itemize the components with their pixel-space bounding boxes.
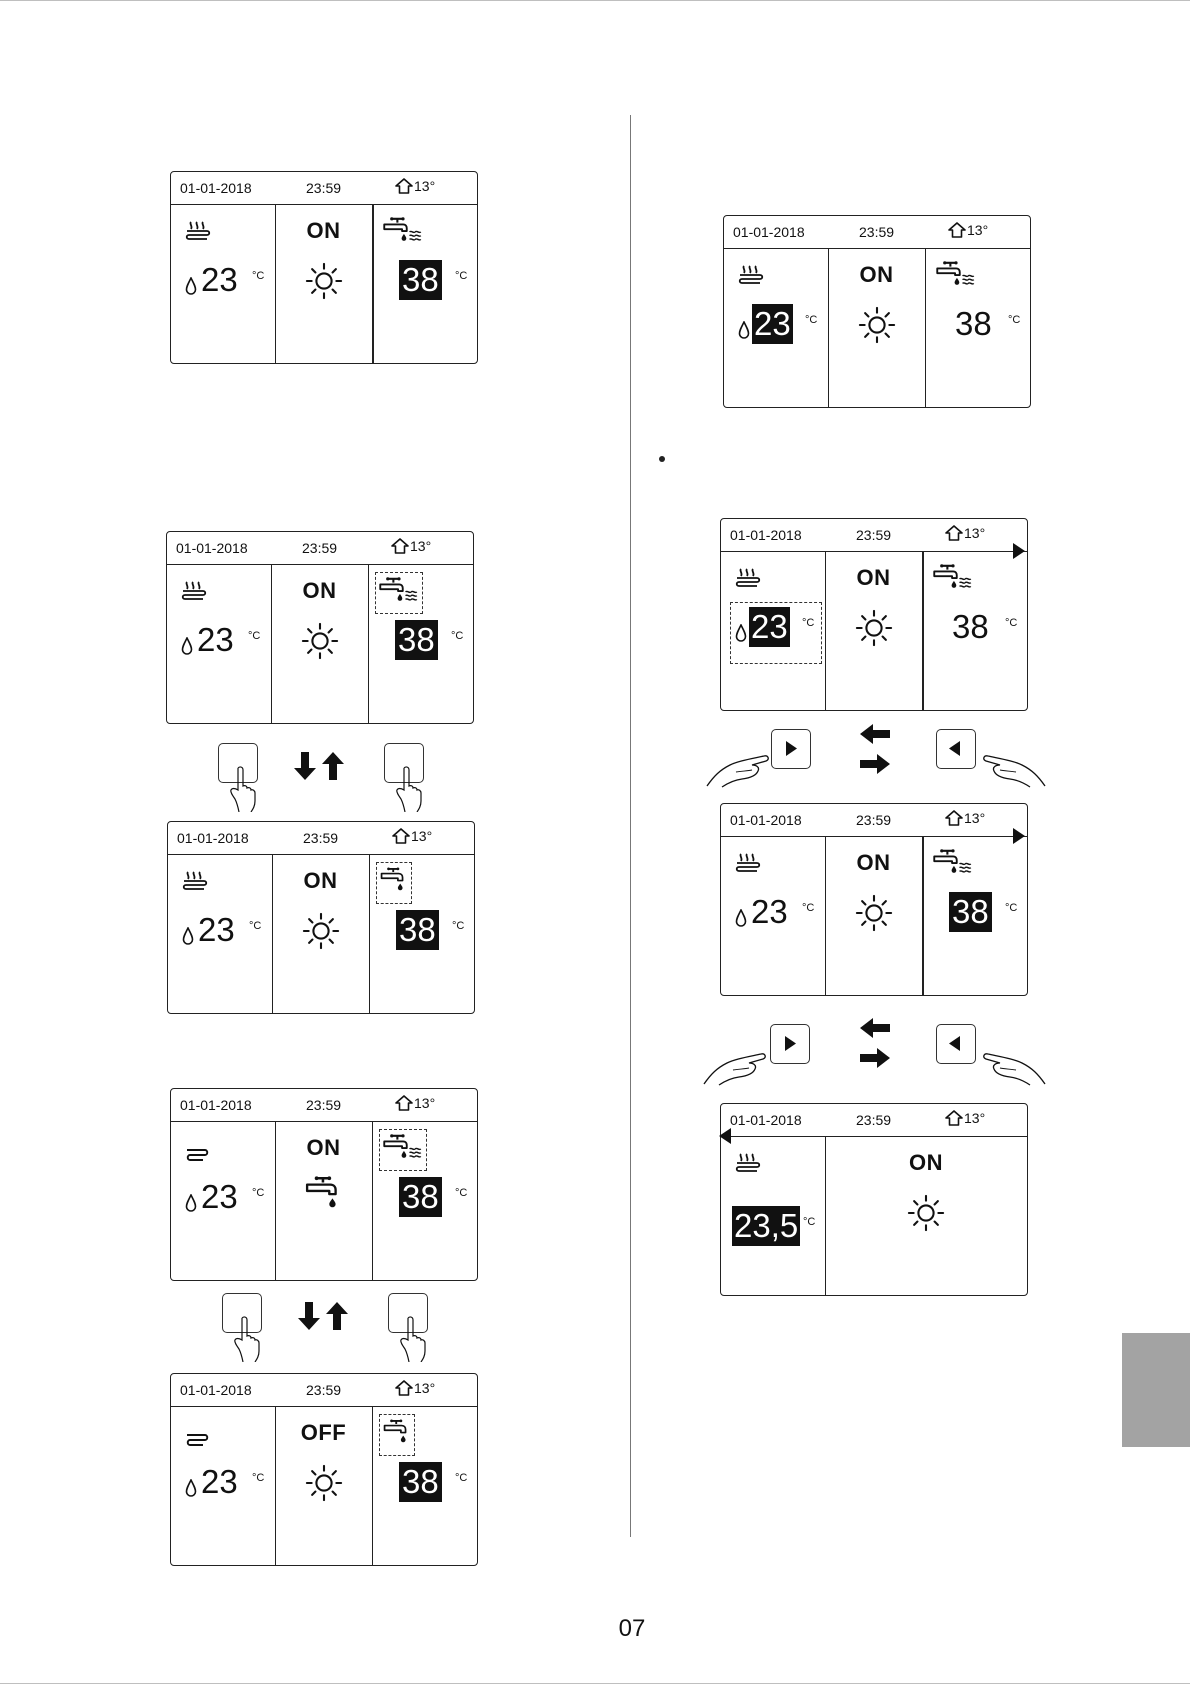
outdoor-temp-value: 13° [964,1110,986,1126]
drop-icon [738,321,750,339]
tank-temp: 38 [395,620,438,660]
tank-temp: 38 [955,305,992,342]
tap-icon [383,1418,411,1444]
tap-heat-icon [936,260,976,290]
controller-screen [166,531,474,724]
play-left-icon [937,730,974,767]
play-right-icon [771,1025,808,1062]
outdoor-temp [391,538,431,554]
sun-icon [301,622,339,660]
drop-icon [185,1194,197,1212]
outdoor-temp-value: 13° [967,222,989,238]
left-button[interactable] [936,729,976,769]
arrow-up-icon [326,1302,348,1330]
cooling-icon [185,1147,211,1163]
room-temp: 23 [751,608,788,645]
time: 23:59 [856,1112,892,1128]
status-bar [171,1089,477,1122]
right-button[interactable] [770,1024,810,1064]
house-icon [945,810,963,826]
status-bar [724,216,1030,249]
room-unit: °C [802,902,815,914]
outdoor-temp [395,1095,435,1111]
controller-screen [720,803,1028,996]
drop-icon [185,1479,197,1497]
room-unit: °C [252,270,265,282]
controller-screen [723,215,1031,408]
state-label: ON [302,578,337,603]
status-bar [167,532,473,565]
house-icon [392,828,410,844]
outdoor-temp [392,828,432,844]
tap-icon [305,1175,343,1209]
tank-temp: 38 [952,608,989,645]
arrow-right-icon [1007,826,1027,846]
room-unit: °C [252,1187,265,1199]
state-label: ON [859,262,894,287]
left-button[interactable] [936,1024,976,1064]
date: 01-01-2018 [180,1097,252,1113]
tank-unit: °C [455,270,468,282]
state-label: OFF [300,1420,347,1445]
state-label: ON [856,565,891,590]
controller-screen [170,1373,478,1566]
date: 01-01-2018 [180,1382,252,1398]
room-temp: 23,5 [734,1207,799,1244]
room-temp: 23 [198,911,235,948]
room-temp: 23 [754,305,791,342]
time: 23:59 [856,527,892,543]
hand-icon [230,1316,260,1362]
sun-icon [855,894,893,932]
tank-temp: 38 [399,1177,442,1217]
tank-unit: °C [452,920,465,932]
outdoor-temp-value: 13° [411,828,433,844]
house-icon [395,1095,413,1111]
outdoor-temp [945,810,985,826]
date: 01-01-2018 [730,1112,802,1128]
tap-heat-icon [383,1133,423,1163]
state-label: ON [306,1135,341,1160]
arrow-left-icon [860,1018,890,1038]
room-unit: °C [249,920,262,932]
outdoor-temp-value: 13° [414,178,436,194]
status-bar [721,519,1027,552]
outdoor-temp-value: 13° [410,538,432,554]
state-label: ON [303,868,338,893]
status-bar [721,1104,1027,1137]
status-bar [721,804,1027,837]
drop-icon [185,277,197,295]
date: 01-01-2018 [733,224,805,240]
top-rule [0,0,1190,1]
heating-icon [185,220,211,242]
cooling-icon [185,1432,211,1448]
time: 23:59 [859,224,895,240]
arrow-left-icon [717,1126,737,1146]
sun-icon [907,1194,945,1232]
controller-screen [720,518,1028,711]
tank-unit: °C [1005,617,1018,629]
arrow-down-icon [298,1302,320,1330]
sun-icon [305,1464,343,1502]
tank-unit: °C [1005,902,1018,914]
outdoor-temp [945,1110,985,1126]
tank-unit: °C [1008,314,1021,326]
heating-icon [735,1152,761,1174]
room-unit: °C [802,617,815,629]
status-bar [171,1374,477,1407]
tank-unit: °C [455,1187,468,1199]
hand-icon [976,748,1046,788]
page-number: 07 [618,1615,646,1642]
tank-temp: 38 [396,910,439,950]
status-bar [171,172,477,205]
column-divider [630,115,631,1537]
room-unit: °C [252,1472,265,1484]
room-temp: 23 [201,1178,238,1215]
time: 23:59 [306,1097,342,1113]
sun-icon [302,912,340,950]
drop-icon [181,637,193,655]
chapter-tab [1122,1333,1190,1447]
house-icon [948,222,966,238]
time: 23:59 [856,812,892,828]
heating-icon [735,852,761,874]
controller-screen [167,821,475,1014]
controller-screen [720,1103,1028,1296]
outdoor-temp-value: 13° [964,525,986,541]
arrow-right-icon [1007,541,1027,561]
arrow-up-icon [322,752,344,780]
tap-icon [380,866,408,892]
controller-screen [170,1088,478,1281]
sun-icon [858,306,896,344]
hand-icon [392,766,422,812]
house-icon [395,178,413,194]
hand-icon [706,748,776,788]
sun-icon [305,262,343,300]
status-bar [168,822,474,855]
time: 23:59 [306,180,342,196]
time: 23:59 [306,1382,342,1398]
room-temp: 23 [197,621,234,658]
room-temp: 23 [751,893,788,930]
play-right-icon [772,730,809,767]
date: 01-01-2018 [730,812,802,828]
room-unit: °C [805,314,818,326]
arrow-right-icon [860,754,890,774]
room-unit: °C [248,630,261,642]
hand-icon [226,766,256,812]
date: 01-01-2018 [180,180,252,196]
heating-icon [182,870,208,892]
state-label: ON [909,1150,943,1175]
tap-heat-icon [933,848,973,878]
time: 23:59 [302,540,338,556]
house-icon [945,1110,963,1126]
house-icon [391,538,409,554]
hand-icon [976,1046,1046,1086]
play-left-icon [937,1025,974,1062]
heating-icon [738,264,764,286]
time: 23:59 [303,830,339,846]
outdoor-temp [395,178,435,194]
outdoor-temp [945,525,985,541]
heating-icon [735,567,761,589]
house-icon [945,525,963,541]
room-temp: 23 [201,1463,238,1500]
drop-icon [182,927,194,945]
tap-heat-icon [933,563,973,593]
right-button[interactable] [771,729,811,769]
drop-icon [735,909,747,927]
hand-icon [396,1316,426,1362]
room-temp: 23 [201,261,238,298]
heating-icon [181,580,207,602]
outdoor-temp [948,222,988,238]
date: 01-01-2018 [730,527,802,543]
sun-icon [855,609,893,647]
hand-icon [703,1046,773,1086]
drop-icon [735,624,747,642]
tank-temp: 38 [949,892,992,932]
arrow-down-icon [294,752,316,780]
outdoor-temp-value: 13° [414,1380,436,1396]
outdoor-temp-value: 13° [964,810,986,826]
state-label: ON [856,850,891,875]
tank-temp: 38 [399,1462,442,1502]
outdoor-temp-value: 13° [414,1095,436,1111]
tank-temp: 38 [399,260,442,300]
tap-heat-icon [379,576,419,606]
tap-heat-icon [383,216,423,246]
room-unit: °C [803,1216,816,1228]
tank-unit: °C [451,630,464,642]
bullet-point [659,456,665,462]
outdoor-temp [395,1380,435,1396]
controller-screen [170,171,478,364]
house-icon [395,1380,413,1396]
tank-unit: °C [455,1472,468,1484]
arrow-left-icon [860,724,890,744]
state-label: ON [306,218,341,243]
date: 01-01-2018 [177,830,249,846]
arrow-right-icon [860,1048,890,1068]
date: 01-01-2018 [176,540,248,556]
